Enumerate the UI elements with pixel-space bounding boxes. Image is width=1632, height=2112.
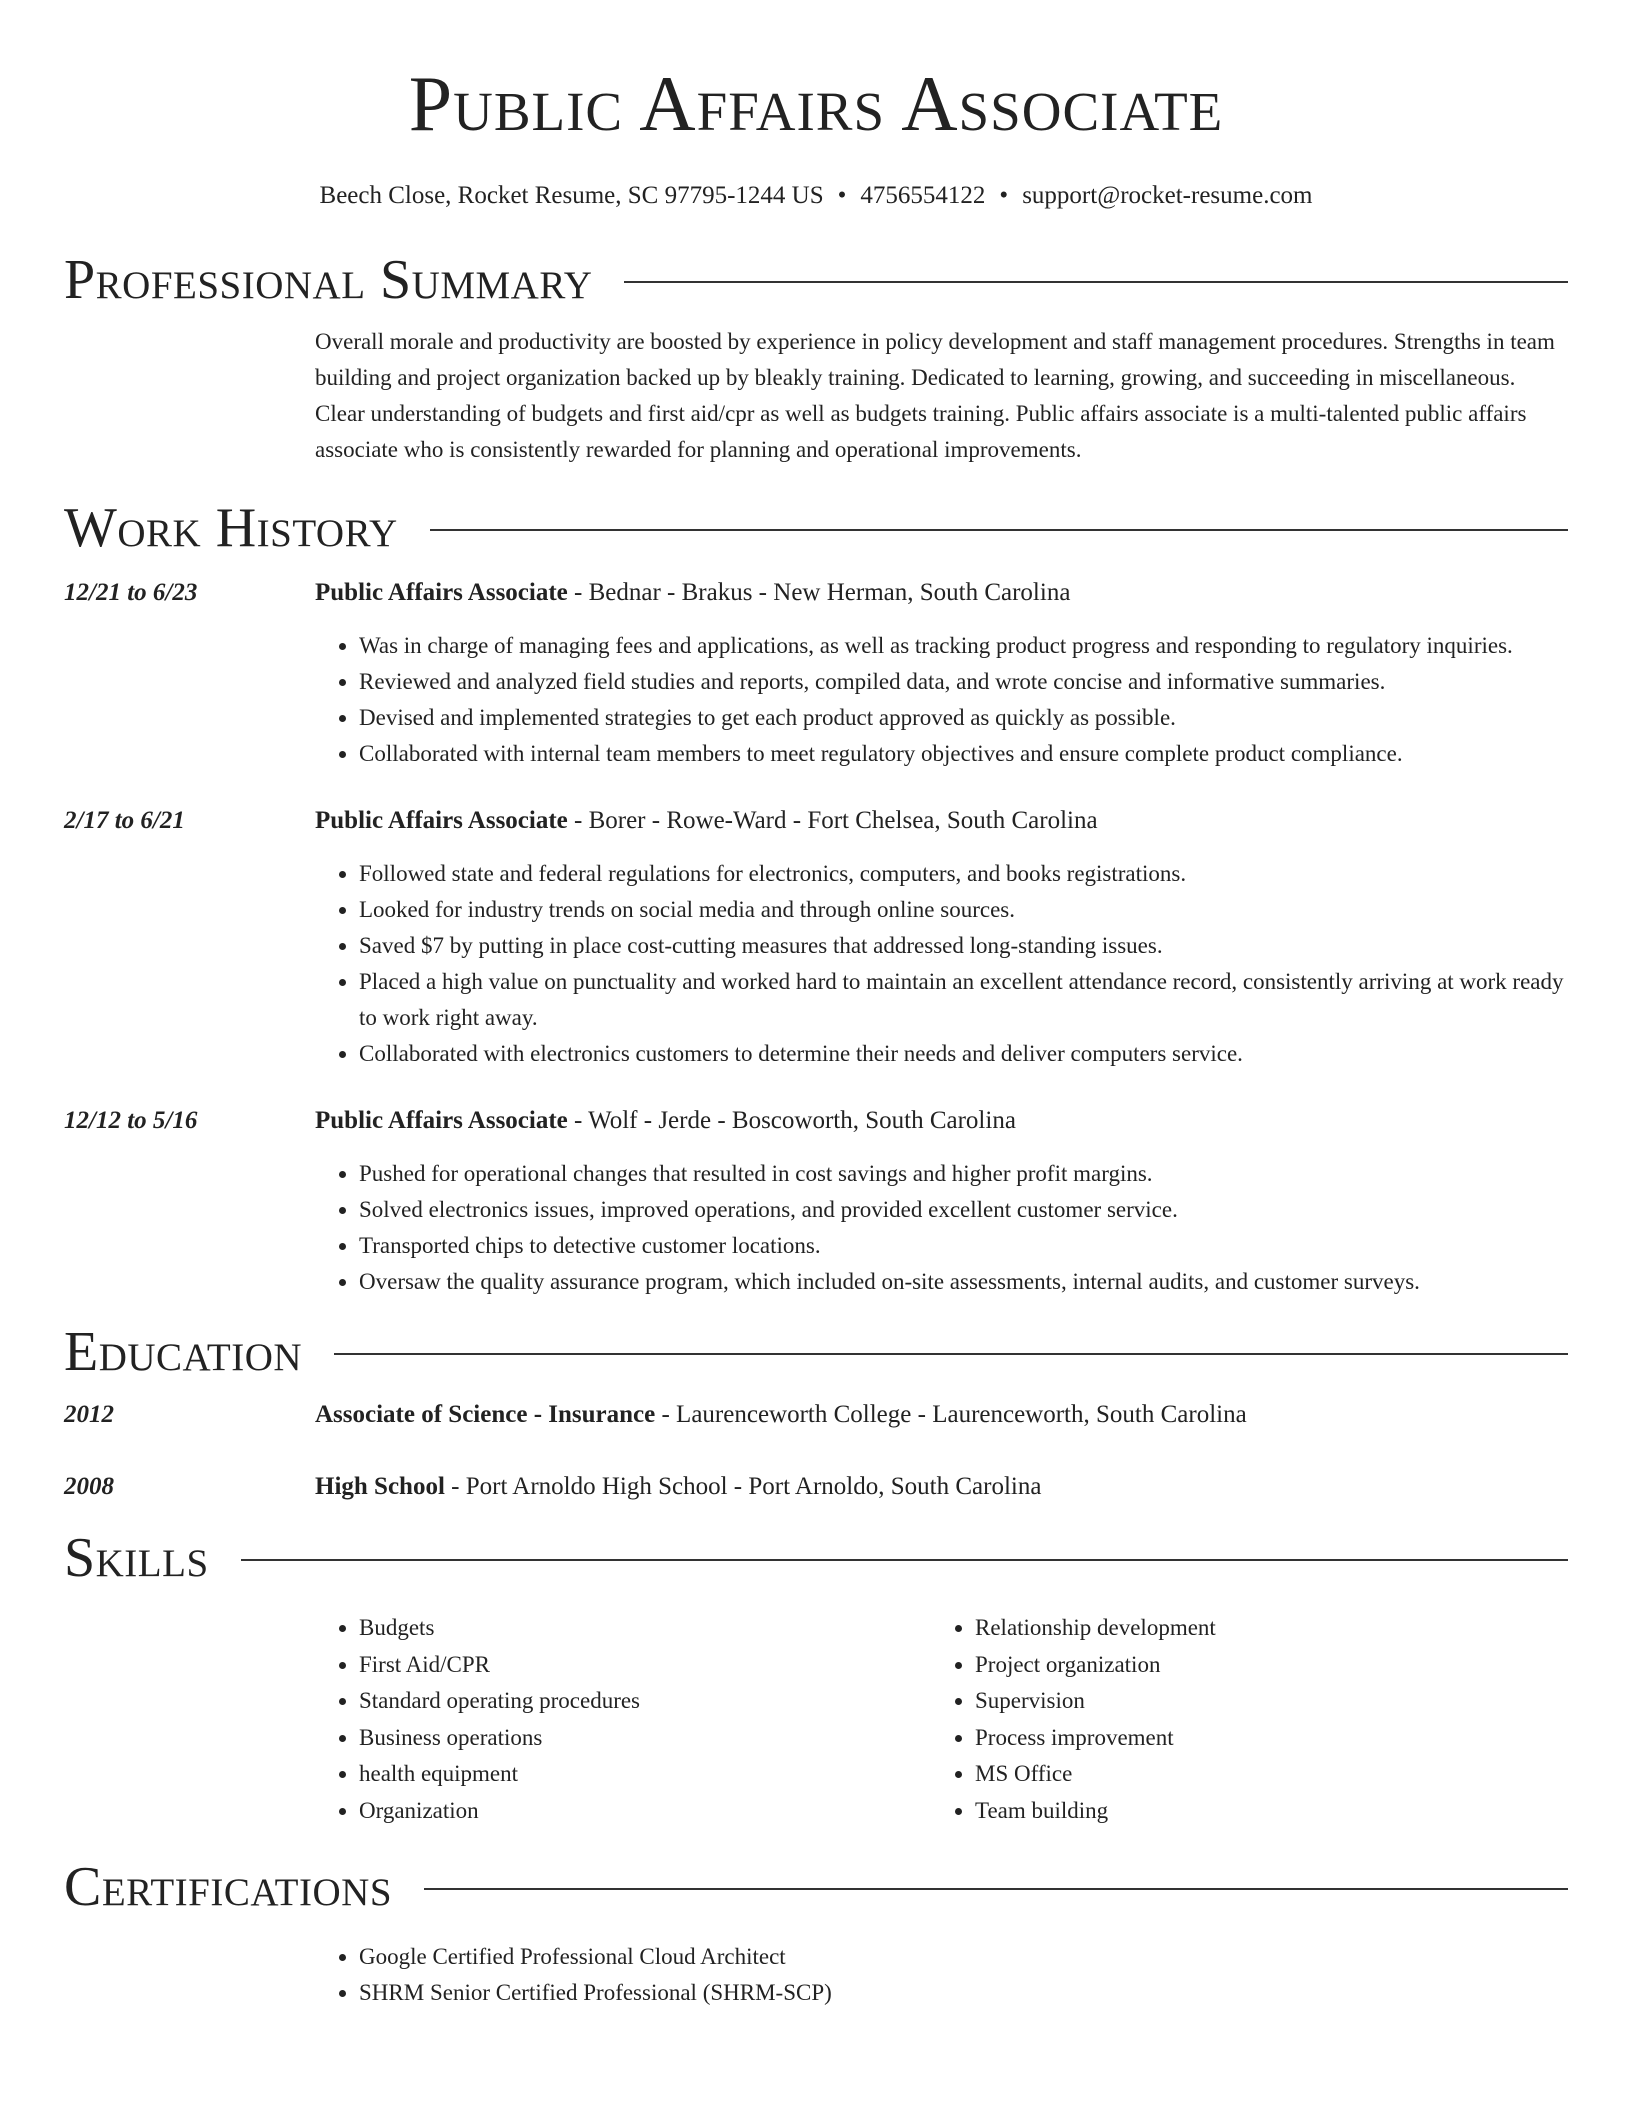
skills-list-right [931, 1610, 1568, 1829]
education-heading: Education [64, 1321, 303, 1383]
job-employer: - Wolf - Jerde - Boscoworth, South Carolina [567, 1107, 1016, 1134]
list-item: • Saved $7 by putting in place cost-cutting measures that addressed long-standing issues. [359, 928, 1568, 964]
list-item: • Pushed for operational changes that resulted in cost savings and higher profit margins. [359, 1156, 1568, 1192]
resume-page [64, 0, 1568, 2011]
certifications-row [64, 1939, 1568, 2011]
education-entry [64, 1470, 1568, 1504]
contact-separator: • [837, 182, 847, 209]
list-item: • Looked for industry trends on social media and through online sources. [359, 892, 1568, 928]
section-divider [430, 529, 1568, 531]
list-item: • Oversaw the quality assurance program, which included on-site assessments, internal audits, and customer surveys. [359, 1264, 1568, 1300]
education-degree: High School [315, 1473, 445, 1500]
work-section-header [64, 496, 1568, 560]
certifications-heading: Certifications [64, 1856, 393, 1918]
summary-row [64, 324, 1568, 468]
education-section-header [64, 1320, 1568, 1384]
job-employer: - Bednar - Brakus - New Herman, South Carolina [567, 579, 1071, 606]
job-bullets [315, 1156, 1568, 1300]
job-title: Public Affairs Associate [315, 579, 568, 606]
job-entry [64, 804, 1568, 1072]
education-entry [64, 1398, 1568, 1432]
list-item: • Standard operating procedures [359, 1683, 931, 1720]
skills-row [64, 1610, 1568, 1829]
contact-address: Beech Close, Rocket Resume, SC 97795-1244 US [319, 182, 824, 209]
list-item: • SHRM Senior Certified Professional (SHRM-SCP) [359, 1975, 1568, 2011]
education-school: - Laurenceworth College - Laurenceworth, South Carolina [655, 1401, 1247, 1428]
summary-text: Overall morale and productivity are boosted by experience in policy development and staff management procedures. Strengths in team building and project organization backed up by bleakly training. Dedicated to learning, growing, and succeeding in miscellaneous. Clear understanding of budgets and first aid/cpr as well as budgets training. Public affairs associate is a multi-talented public affairs associate who is consistently rewarded for planning and operational improvements. [315, 329, 1555, 462]
certifications-section-header [64, 1855, 1568, 1919]
list-item: • Collaborated with internal team members to meet regulatory objectives and ensure complete product compliance. [359, 736, 1568, 772]
list-item: • Reviewed and analyzed field studies and reports, compiled data, and wrote concise and informative summaries. [359, 664, 1568, 700]
job-title: Public Affairs Associate [315, 807, 568, 834]
list-item: • Project organization [975, 1647, 1568, 1684]
job-entry [64, 576, 1568, 772]
list-item: • Devised and implemented strategies to get each product approved as quickly as possible. [359, 700, 1568, 736]
contact-phone: 4756554122 [860, 182, 986, 209]
education-line [315, 1398, 1568, 1432]
list-item: • Process improvement [975, 1720, 1568, 1757]
job-employer: - Borer - Rowe-Ward - Fort Chelsea, South Carolina [567, 807, 1098, 834]
work-heading: Work History [64, 497, 398, 559]
skills-list-left [315, 1610, 931, 1829]
list-item: • Solved electronics issues, improved operations, and provided excellent customer service. [359, 1192, 1568, 1228]
job-entry [64, 1104, 1568, 1300]
list-item: • Followed state and federal regulations for electronics, computers, and books registrations. [359, 856, 1568, 892]
certifications-list [315, 1939, 1568, 2011]
job-dates: 2/17 to 6/21 [64, 807, 185, 834]
section-divider [334, 1353, 1568, 1355]
job-title-line [315, 1104, 1568, 1138]
list-item: • First Aid/CPR [359, 1647, 931, 1684]
list-item: • Relationship development [975, 1610, 1568, 1647]
job-title-line [315, 576, 1568, 610]
section-divider [624, 281, 1568, 283]
list-item: • Transported chips to detective customer locations. [359, 1228, 1568, 1264]
list-item: • Placed a high value on punctuality and worked hard to maintain an excellent attendance record, consistently arriving at work ready to work right away. [359, 964, 1568, 1036]
list-item: • Collaborated with electronics customers to determine their needs and deliver computers service. [359, 1036, 1568, 1072]
education-year: 2012 [64, 1401, 114, 1428]
job-bullets [315, 856, 1568, 1072]
job-title: Public Affairs Associate [315, 1107, 568, 1134]
list-item: • Business operations [359, 1720, 931, 1757]
education-line [315, 1470, 1568, 1504]
skills-section-header [64, 1526, 1568, 1590]
list-item: • Was in charge of managing fees and applications, as well as tracking product progress and responding to regulatory inquiries. [359, 628, 1568, 664]
job-dates: 12/21 to 6/23 [64, 579, 198, 606]
job-dates: 12/12 to 5/16 [64, 1107, 198, 1134]
summary-heading: Professional Summary [64, 249, 593, 311]
resume-name: Public Affairs Associate [408, 60, 1224, 147]
skills-heading: Skills [64, 1527, 209, 1589]
education-school: - Port Arnoldo High School - Port Arnoldo, South Carolina [444, 1473, 1042, 1500]
summary-section-header [64, 248, 1568, 312]
list-item: • Budgets [359, 1610, 931, 1647]
contact-separator: • [999, 182, 1009, 209]
job-bullets [315, 628, 1568, 772]
list-item: • Organization [359, 1793, 931, 1830]
contact-line [64, 180, 1568, 212]
job-title-line [315, 804, 1568, 838]
section-divider [424, 1888, 1568, 1890]
education-year: 2008 [64, 1473, 114, 1500]
list-item: • MS Office [975, 1756, 1568, 1793]
contact-email: support@rocket-resume.com [1022, 182, 1313, 209]
skills-grid [315, 1610, 1568, 1829]
section-divider [241, 1559, 1568, 1561]
education-degree: Associate of Science - Insurance [315, 1401, 656, 1428]
list-item: • Team building [975, 1793, 1568, 1830]
list-item: • health equipment [359, 1756, 931, 1793]
list-item: • Supervision [975, 1683, 1568, 1720]
list-item: • Google Certified Professional Cloud Architect [359, 1939, 1568, 1975]
